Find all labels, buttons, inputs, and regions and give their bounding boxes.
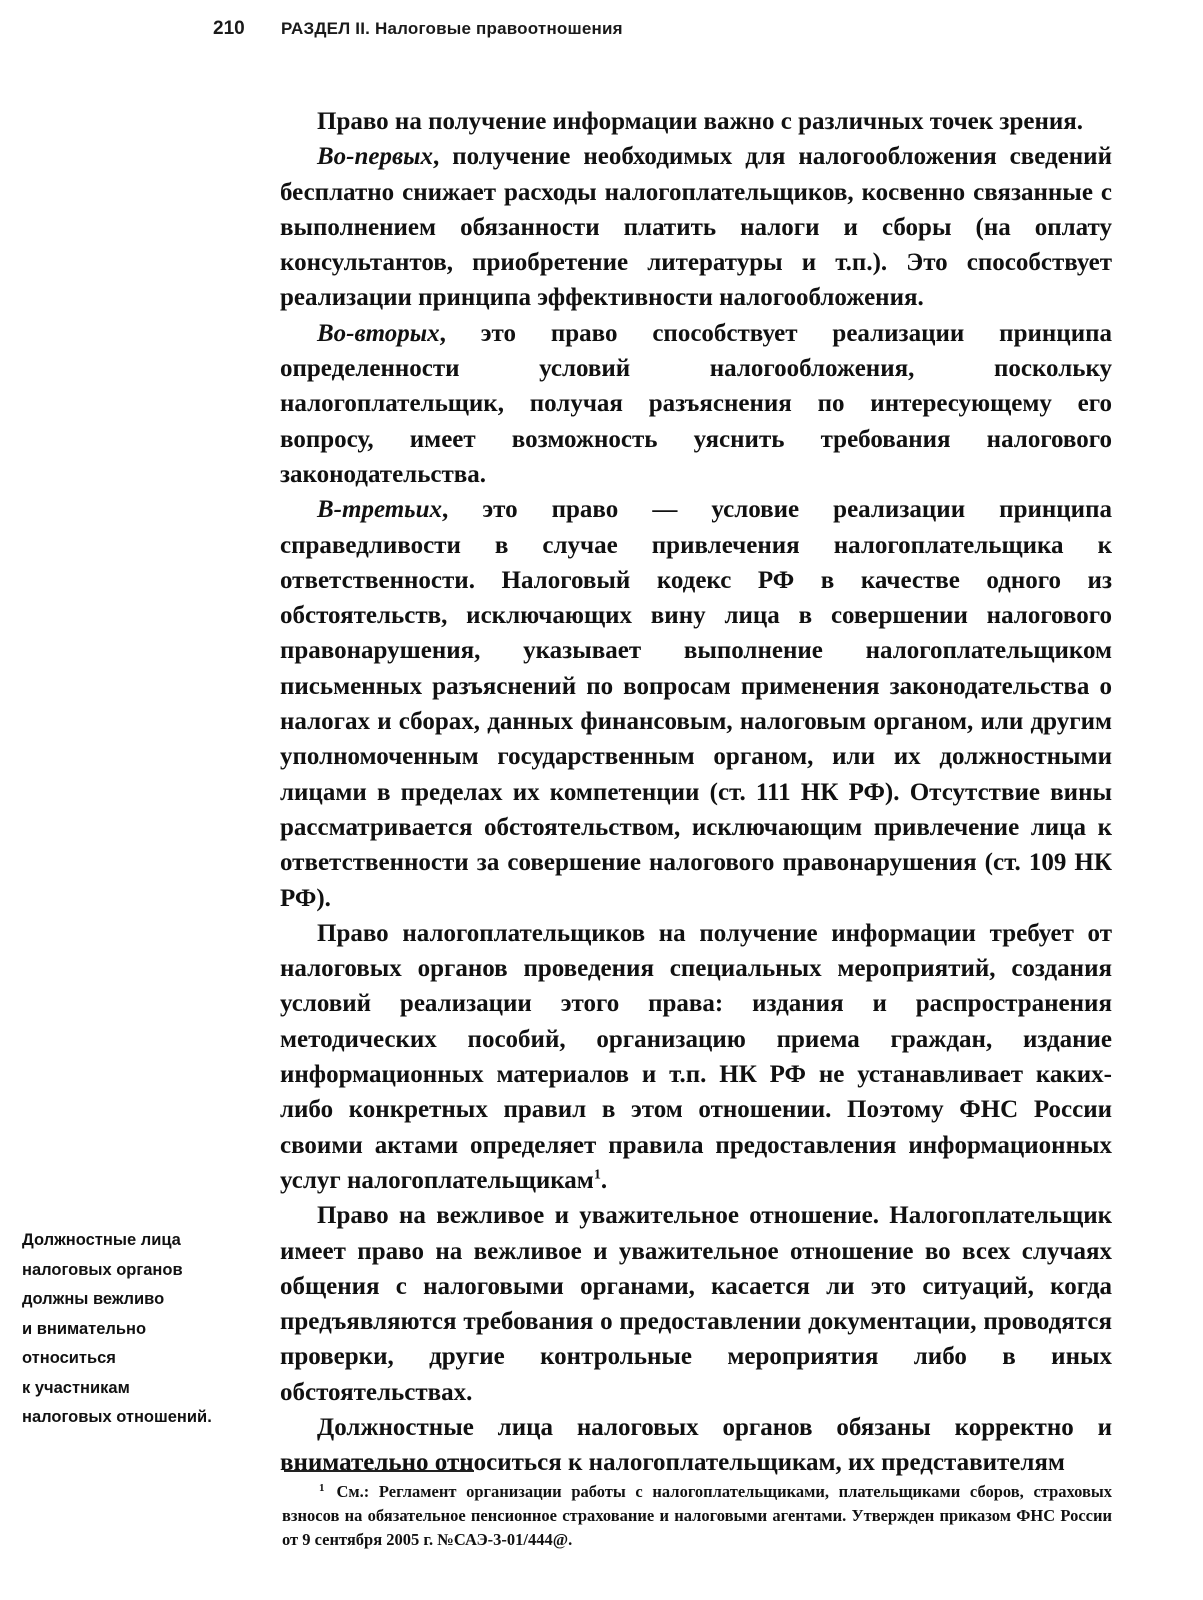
margin-note-line: налоговых отношений. <box>22 1408 212 1426</box>
paragraph-lead: Во-первых <box>317 143 434 171</box>
paragraph-third <box>280 492 1112 916</box>
paragraph-text: Налогоплательщик имеет право на вежливое и уважительное отношение во всех случаях общения с налоговыми органами, касается ли это ситуаций, когда предъявляются требования о предоставлении документации, проводятся проверки, другие контрольные мероприятия либо в иных обстоятельствах. <box>280 1202 1112 1406</box>
paragraph-respect <box>280 1198 1112 1410</box>
margin-note-line: должны вежливо <box>22 1290 165 1308</box>
page-number: 210 <box>213 18 245 39</box>
body-text <box>280 104 1112 1481</box>
paragraph-text: Право налогоплательщиков на получение информации требует от налоговых органов проведения специальных мероприятий, создания условий реализации этого права: издания и распространения методических пособий, организацию приема граждан, издание информационных материалов и т.п. НК РФ не устанавливает каких-либо конкретных правил в этом отношении. Поэтому ФНС России своими актами определяет правила предоставления информационных услуг налогоплательщикам <box>280 919 1112 1194</box>
paragraph-info-services <box>280 916 1112 1198</box>
footnote-divider <box>284 1470 474 1472</box>
footnote-reference[interactable]: 1 <box>593 1167 601 1183</box>
margin-note <box>22 1226 262 1433</box>
paragraph-text: Право на получение информации важно с различных точек зрения. <box>317 108 1084 135</box>
paragraph-text: , это право способствует реализации принципа определенности условий налогообложения, поскольку налогоплательщик, получая разъяснения по интересующему его вопросу, имеет возможность уяснить требования налогового законодательства. <box>280 319 1112 488</box>
footnote-mark: 1 <box>319 1481 325 1494</box>
margin-note-line: относиться <box>22 1349 116 1367</box>
paragraph-first <box>280 139 1112 315</box>
footnote <box>282 1480 1112 1552</box>
paragraph-text: , получение необходимых для налогообложения сведений бесплатно снижает расходы налогоплательщиков, косвенно связанные с выполнением обязанности платить налоги и сборы (на оплату консультантов, приобретение литературы и т.п.). Это способствует реализации принципа эффективности налогообложения. <box>280 143 1112 312</box>
section-title: РАЗДЕЛ II. Налоговые правоотношения <box>281 19 623 38</box>
paragraph-intro <box>280 104 1112 139</box>
paragraph-text-end: . <box>600 1166 608 1194</box>
margin-note-line: к участникам <box>22 1378 130 1397</box>
paragraph-second <box>280 316 1112 492</box>
paragraph-text: Должностные лица налоговых органов обязаны корректно и внимательно относиться к налогоплательщикам, их представителям <box>280 1413 1112 1477</box>
margin-note-line: и внимательно <box>22 1319 147 1338</box>
margin-note-line: налоговых органов <box>22 1260 183 1279</box>
paragraph-heading: Право на вежливое и уважительное отношение. <box>317 1202 879 1230</box>
paragraph-text: , это право — условие реализации принципа справедливости в случае привлечения налогоплательщика к ответственности. Налоговый кодекс РФ в качестве одного из обстоятельств, исключающих вину лица в совершении налогового правонарушения, указывает выполнение налогоплательщиком письменных разъяснений по вопросам применения законодательства о налогах и сборах, данных финансовым, налоговым органом, или другим уполномоченным государственным органом, или их должностными лицами в пределах их компетенции (ст. 111 НК РФ). Отсутствие вины рассматривается обстоятельством, исключающим привлечение лица к ответственности за совершение налогового правонарушения (ст. 109 НК РФ). <box>280 496 1112 912</box>
paragraph-lead: Во-вторых <box>317 319 440 347</box>
running-header <box>213 18 1113 48</box>
margin-note-line: Должностные лица <box>22 1231 181 1249</box>
footnote-text: См.: Регламент организации работы с налогоплательщиками, плательщиками сборов, страховых взносов на обязательное пенсионное страхование и налоговыми агентами. Утвержден приказом ФНС России от 9 сентября 2005 г. №САЭ-3-01/444@. <box>282 1482 1112 1549</box>
paragraph-lead: В-третьих <box>317 496 442 524</box>
footnote-paragraph <box>282 1480 1112 1552</box>
